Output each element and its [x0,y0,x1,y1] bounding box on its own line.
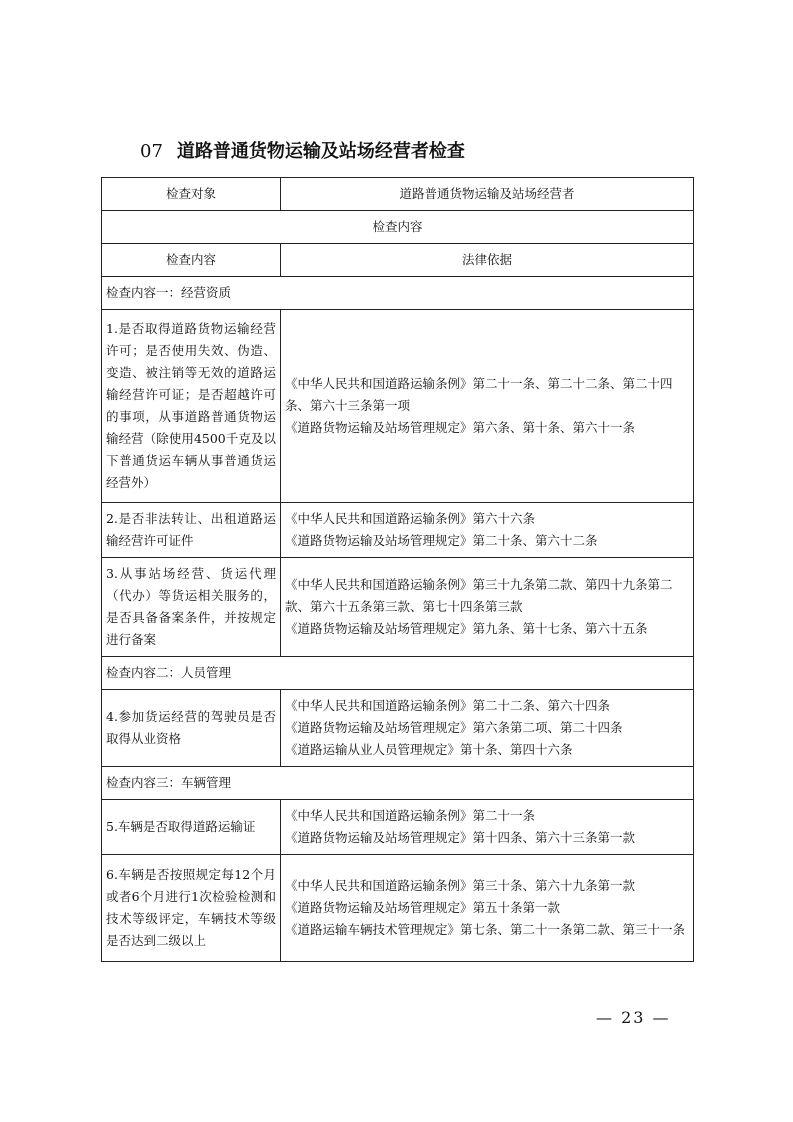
page-number: — 23 — [596,1008,671,1027]
section-title-cell: 检查内容一：经营资质 [102,277,694,310]
legal-basis-cell [281,310,694,503]
check-content-cell: 5.车辆是否取得道路运输证 [102,800,281,855]
column-header-basis: 法律依据 [281,244,694,277]
basis-line: 《道路货物运输及站场管理规定》第九条、第十七条、第六十五条 [285,621,648,636]
object-label-cell: 检查对象 [102,178,281,211]
table-row [102,310,694,503]
basis-line: 《中华人民共和国道路运输条例》第三十九条第二款、第四十九条第二款、第六十五条第三款、第七十四条第三款 [285,577,673,614]
page-heading [140,140,465,164]
section-row [102,657,694,690]
table-row [102,558,694,657]
section-title-cell: 检查内容三：车辆管理 [102,767,694,800]
basis-line: 《道路运输从业人员管理规定》第十条、第四十六条 [285,742,573,757]
basis-line: 《道路运输车辆技术管理规定》第七条、第二十一条第二款、第三十一条 [285,922,686,937]
basis-line: 《中华人民共和国道路运输条例》第三十条、第六十九条第一款 [285,878,636,893]
section-row [102,277,694,310]
check-content-cell: 3.从事站场经营、货运代理（代办）等货运相关服务的，是否具备备案条件，并按规定进行备案 [102,558,281,657]
section-title-cell: 检查内容二：人员管理 [102,657,694,690]
section-row [102,767,694,800]
table-row [102,690,694,767]
basis-line: 《道路货物运输及站场管理规定》第五十条第一款 [285,900,561,915]
legal-basis-cell [281,503,694,558]
legal-basis-cell [281,800,694,855]
table-row [102,800,694,855]
basis-line: 《中华人民共和国道路运输条例》第二十一条 [285,808,536,823]
column-header-row [102,244,694,277]
check-content-cell: 2.是否非法转让、出租道路运输经营许可证件 [102,503,281,558]
legal-basis-cell [281,690,694,767]
basis-line: 《中华人民共和国道路运输条例》第六十六条 [285,511,536,526]
object-row [102,178,694,211]
basis-line: 《道路货物运输及站场管理规定》第六条第二项、第二十四条 [285,720,623,735]
section-number: 07 [140,141,163,162]
check-content-cell: 6.车辆是否按照规定每12个月或者6个月进行1次检验检测和技术等级评定，车辆技术等级是否达到二级以上 [102,855,281,962]
basis-line: 《道路货物运输及站场管理规定》第十四条、第六十三条第一款 [285,830,636,845]
basis-line: 《中华人民共和国道路运输条例》第二十一条、第二十二条、第二十四条、第六十三条第一项 [285,376,673,413]
table-row [102,503,694,558]
inspection-table [101,177,694,962]
object-value-cell: 道路普通货物运输及站场经营者 [281,178,694,211]
table-row [102,855,694,962]
legal-basis-cell [281,855,694,962]
content-header-row [102,211,694,244]
content-header-cell: 检查内容 [102,211,694,244]
check-content-cell: 1.是否取得道路货物运输经营许可；是否使用失效、伪造、变造、被注销等无效的道路运输经营许可证；是否超越许可的事项，从事道路普通货物运输经营（除使用4500千克及以下普通货运车辆从事普通货运经营外） [102,310,281,503]
legal-basis-cell [281,558,694,657]
basis-line: 《道路货物运输及站场管理规定》第二十条、第六十二条 [285,533,598,548]
column-header-content: 检查内容 [102,244,281,277]
basis-line: 《道路货物运输及站场管理规定》第六条、第十条、第六十一条 [285,420,636,435]
basis-line: 《中华人民共和国道路运输条例》第二十二条、第六十四条 [285,698,611,713]
section-title: 道路普通货物运输及站场经营者检查 [176,141,465,162]
check-content-cell: 4.参加货运经营的驾驶员是否取得从业资格 [102,690,281,767]
